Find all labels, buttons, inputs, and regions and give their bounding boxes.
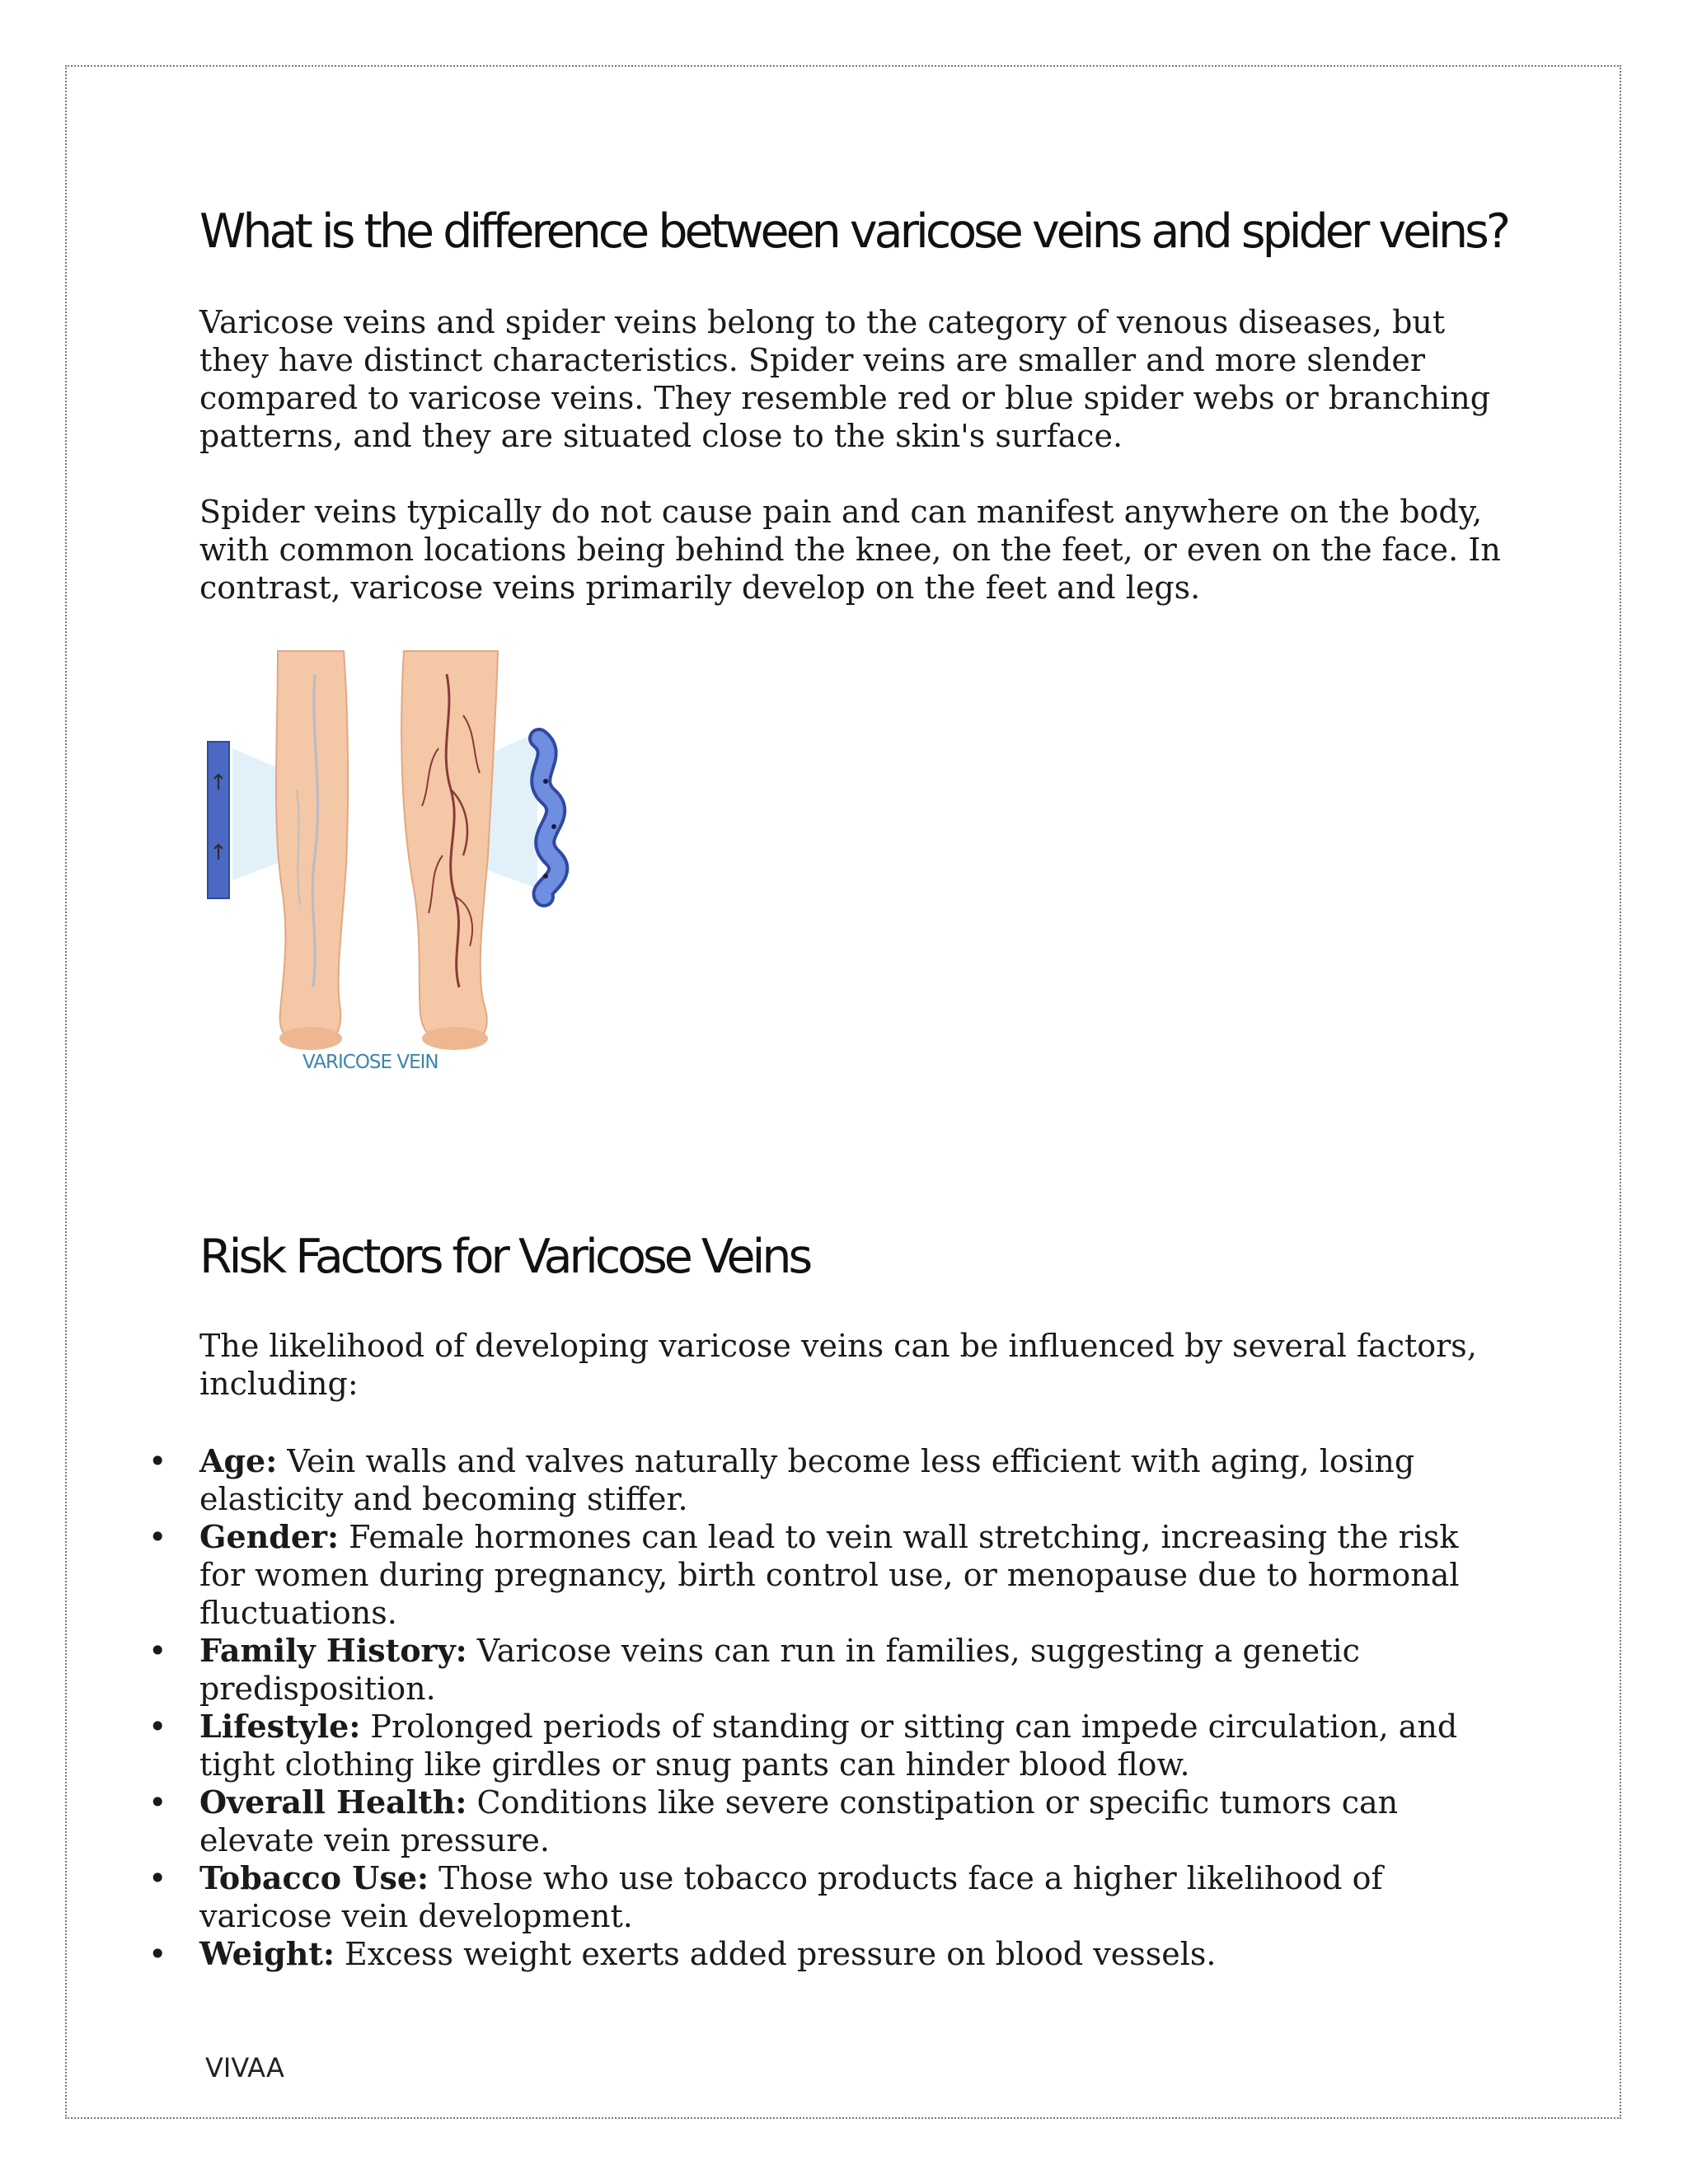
figure-caption: VARICOSE VEIN	[302, 1052, 438, 1073]
section-heading-risk-factors: Risk Factors for Varicose Veins	[199, 1230, 810, 1284]
risk-text: Female hormones can lead to vein wall stretching, increasing the risk for women during pregnancy, birth control use, or menopause due to hormonal fluctuations.	[199, 1519, 1460, 1631]
risk-term: Age:	[199, 1442, 278, 1479]
paragraph-risk-intro: The likelihood of developing varicose veins can be influenced by several factors, including:	[199, 1328, 1477, 1402]
risk-text: Conditions like severe constipation or specific tumors can elevate vein pressure.	[199, 1784, 1399, 1858]
list-item	[199, 1783, 1502, 1859]
list-item	[199, 1708, 1502, 1783]
risk-text: Those who use tobacco products face a higher likelihood of varicose vein development.	[199, 1860, 1383, 1934]
svg-text:↑: ↑	[209, 771, 227, 795]
list-item	[199, 1442, 1502, 1518]
footer-brand: VIVAA	[205, 2052, 284, 2083]
list-item	[199, 1518, 1502, 1632]
risk-term: Tobacco Use:	[199, 1859, 429, 1896]
risk-term: Gender:	[199, 1518, 340, 1555]
risk-text: Excess weight exerts added pressure on blood vessels.	[334, 1936, 1217, 1972]
list-item	[199, 1859, 1502, 1935]
paragraph-spider-veins: Spider veins typically do not cause pain and can manifest anywhere on the body, with common locations being behind the knee, on the feet, or even on the face. In contrast, varicose veins primarily develop on the feet and legs.	[199, 494, 1501, 606]
risk-text: Prolonged periods of standing or sitting can impede circulation, and tight clothing like girdles or snug pants can hinder blood flow.	[199, 1708, 1458, 1783]
risk-text: Vein walls and valves naturally become less efficient with aging, losing elasticity and becoming stiffer.	[199, 1443, 1415, 1517]
varicose-vein-illustration	[199, 641, 612, 1103]
risk-term: Lifestyle:	[199, 1708, 361, 1745]
risk-term: Family History:	[199, 1632, 467, 1669]
list-item	[199, 1632, 1502, 1708]
risk-factor-list	[199, 1442, 1502, 1973]
paragraph-difference: Varicose veins and spider veins belong to the category of venous diseases, but they have distinct characteristics. Spider veins are smaller and more slender compared to varicose veins. They resemble red or blue spider webs or branching patterns, and they are situated close to the skin's surface.	[199, 304, 1491, 454]
section-heading-difference: What is the difference between varicose veins and spider veins?	[199, 204, 1508, 259]
risk-term: Overall Health:	[199, 1783, 467, 1821]
risk-text: Varicose veins can run in families, suggesting a genetic predisposition.	[199, 1633, 1360, 1707]
list-item	[199, 1935, 1502, 1973]
risk-term: Weight:	[199, 1935, 335, 1972]
svg-text:↑: ↑	[209, 841, 227, 865]
